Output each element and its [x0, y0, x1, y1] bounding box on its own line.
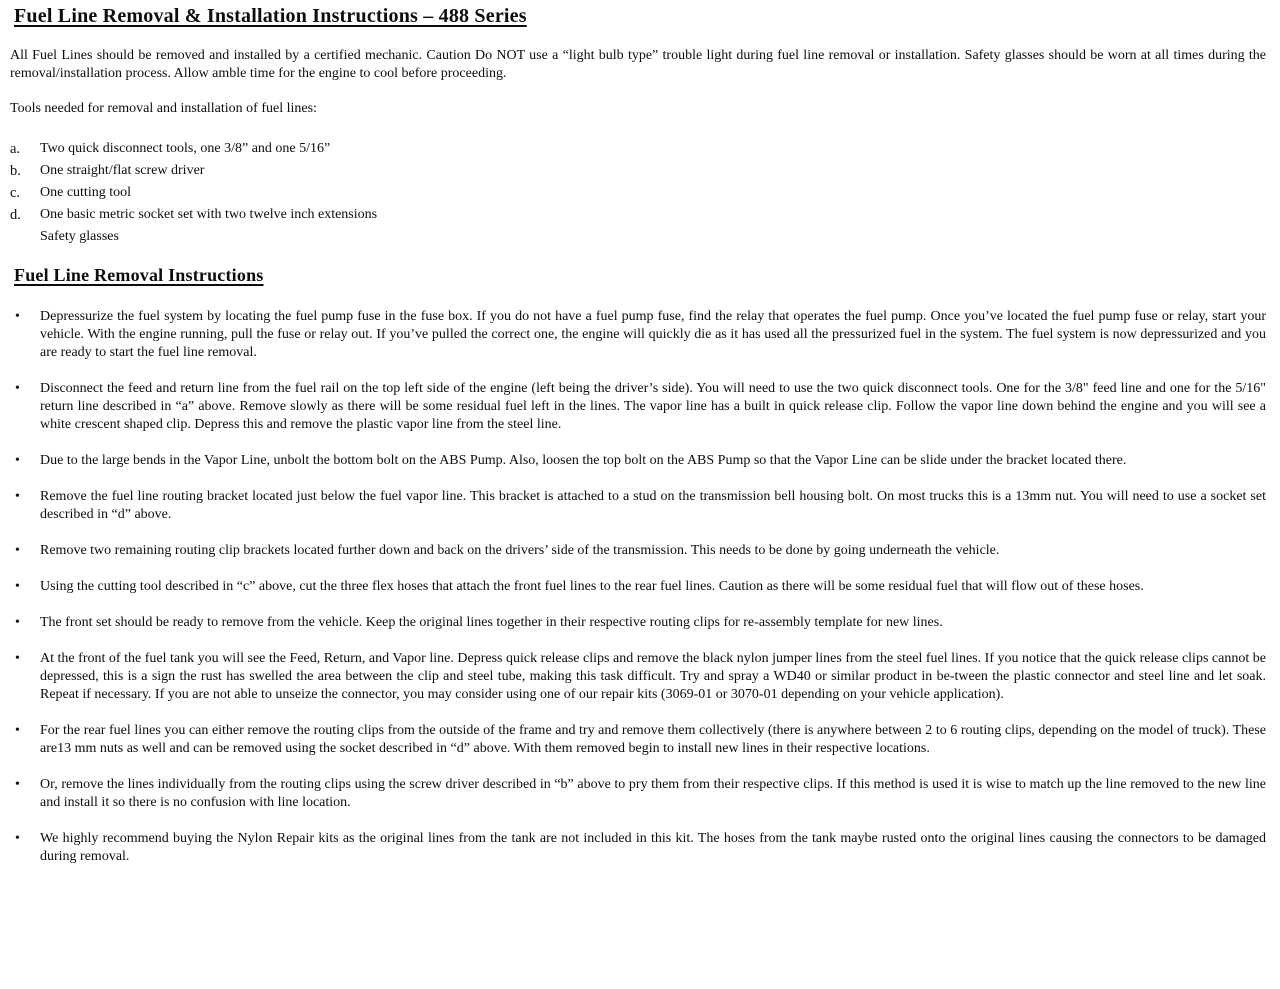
tool-item-text: One basic metric socket set with two twelve inch extensions: [40, 207, 378, 222]
section-heading: Fuel Line Removal Instructions: [14, 265, 264, 285]
instruction-item: • For the rear fuel lines you can either remove the routing clips from the outside of the frame and try and remove them collectively (there is anywhere between 2 to 6 routing clips, depending on the model of truck). These are13 mm nuts as well and can be removed using the socket described in “d” above. With them removed begin to install new lines in their respective locations.: [10, 722, 1266, 758]
tool-item-text: Safety glasses: [40, 229, 119, 244]
tool-item-text: Two quick disconnect tools, one 3/8” and one 5/16”: [40, 141, 331, 156]
instruction-item: • Or, remove the lines individually from the routing clips using the screw driver described in “b” above to pry them from their respective clips. If this method is used it is wise to match up the line removed to the new line and install it so there is no confusion with line location.: [10, 776, 1266, 812]
instruction-item: • Due to the large bends in the Vapor Line, unbolt the bottom bolt on the ABS Pump. Also, loosen the top bolt on the ABS Pump so that the Vapor Line can be slide under the bracket located there.: [10, 452, 1266, 470]
tool-item: [10, 184, 1266, 202]
instruction-item: • Remove two remaining routing clip brackets located further down and back on the drivers’ side of the transmission. This needs to be done by going underneath the vehicle.: [10, 542, 1266, 560]
tool-item-marker: a.: [10, 141, 21, 157]
tool-item-marker: c.: [10, 185, 21, 201]
instruction-item: • Remove the fuel line routing bracket located just below the fuel vapor line. This bracket is attached to a stud on the transmission bell housing bolt. On most trucks this is a 13mm nut. You will need to use a socket set described in “d” above.: [10, 488, 1266, 524]
intro-paragraph: All Fuel Lines should be removed and installed by a certified mechanic. Caution Do NOT use a “light bulb type” trouble light during fuel line removal or installation. Safety glasses should be worn at all times during the removal/installation process. Allow amble time for the engine to cool before proceeding.: [10, 48, 1266, 81]
tool-item: [10, 228, 1266, 246]
tool-item-marker: [10, 228, 40, 246]
tool-item: [10, 162, 1266, 180]
instruction-item: • Depressurize the fuel system by locating the fuel pump fuse in the fuse box. If you do not have a fuel pump fuse, find the relay that operates the fuel pump. Once you’ve located the fuel pump fuse or relay, start your vehicle. With the engine running, pull the fuse or relay out. If you’ve pulled the correct one, the engine will quickly die as it has used all the pressurized fuel in the system. The fuel system is now depressurized and you are ready to start the fuel line removal.: [10, 308, 1266, 362]
tools-list: [10, 140, 1266, 246]
instruction-item: • The front set should be ready to remove from the vehicle. Keep the original lines together in their respective routing clips for re-assembly template for new lines.: [10, 614, 1266, 632]
tools-list-heading: Tools needed for removal and installation of fuel lines:: [10, 101, 317, 116]
instruction-item: • We highly recommend buying the Nylon Repair kits as the original lines from the tank are not included in this kit. The hoses from the tank maybe rusted onto the original lines causing the connectors to be damaged during removal.: [10, 830, 1266, 866]
tool-item-marker: b.: [10, 163, 21, 179]
tool-item: [10, 206, 1266, 224]
tool-item: [10, 140, 1266, 158]
instruction-item: • Using the cutting tool described in “c” above, cut the three flex hoses that attach the front fuel lines to the rear fuel lines. Caution as there will be some residual fuel that will flow out of these hoses.: [10, 578, 1266, 596]
instruction-item: • Disconnect the feed and return line from the fuel rail on the top left side of the engine (left being the driver’s side). You will need to use the two quick disconnect tools. One for the 3/8" feed line and one for the 5/16" return line described in “a” above. Remove slowly as there will be some residual fuel left in the lines. The vapor line has a built in quick release clip. Follow the vapor line down behind the engine and you will see a white crescent shaped clip. Depress this and remove the plastic vapor line from the steel line.: [10, 380, 1266, 434]
tool-item-text: One straight/flat screw driver: [40, 163, 205, 178]
document-title: Fuel Line Removal & Installation Instructions – 488 Series: [14, 5, 527, 27]
instructions-list: [10, 308, 1266, 866]
tool-item-marker: d.: [10, 207, 21, 223]
tool-item-text: One cutting tool: [40, 185, 131, 200]
instruction-item: • At the front of the fuel tank you will see the Feed, Return, and Vapor line. Depress quick release clips and remove the black nylon jumper lines from the steel fuel lines. If you notice that the quick release clips cannot be depressed, this is a sign the rust has swelled the area between the clip and steel tube, making this task difficult. Try and spray a WD40 or similar product in be-tween the plastic connector and steel line and let soak. Repeat if necessary. If you are not able to unseize the connector, you may consider using one of our repair kits (3069-01 or 3070-01 depending on your vehicle application).: [10, 650, 1266, 704]
